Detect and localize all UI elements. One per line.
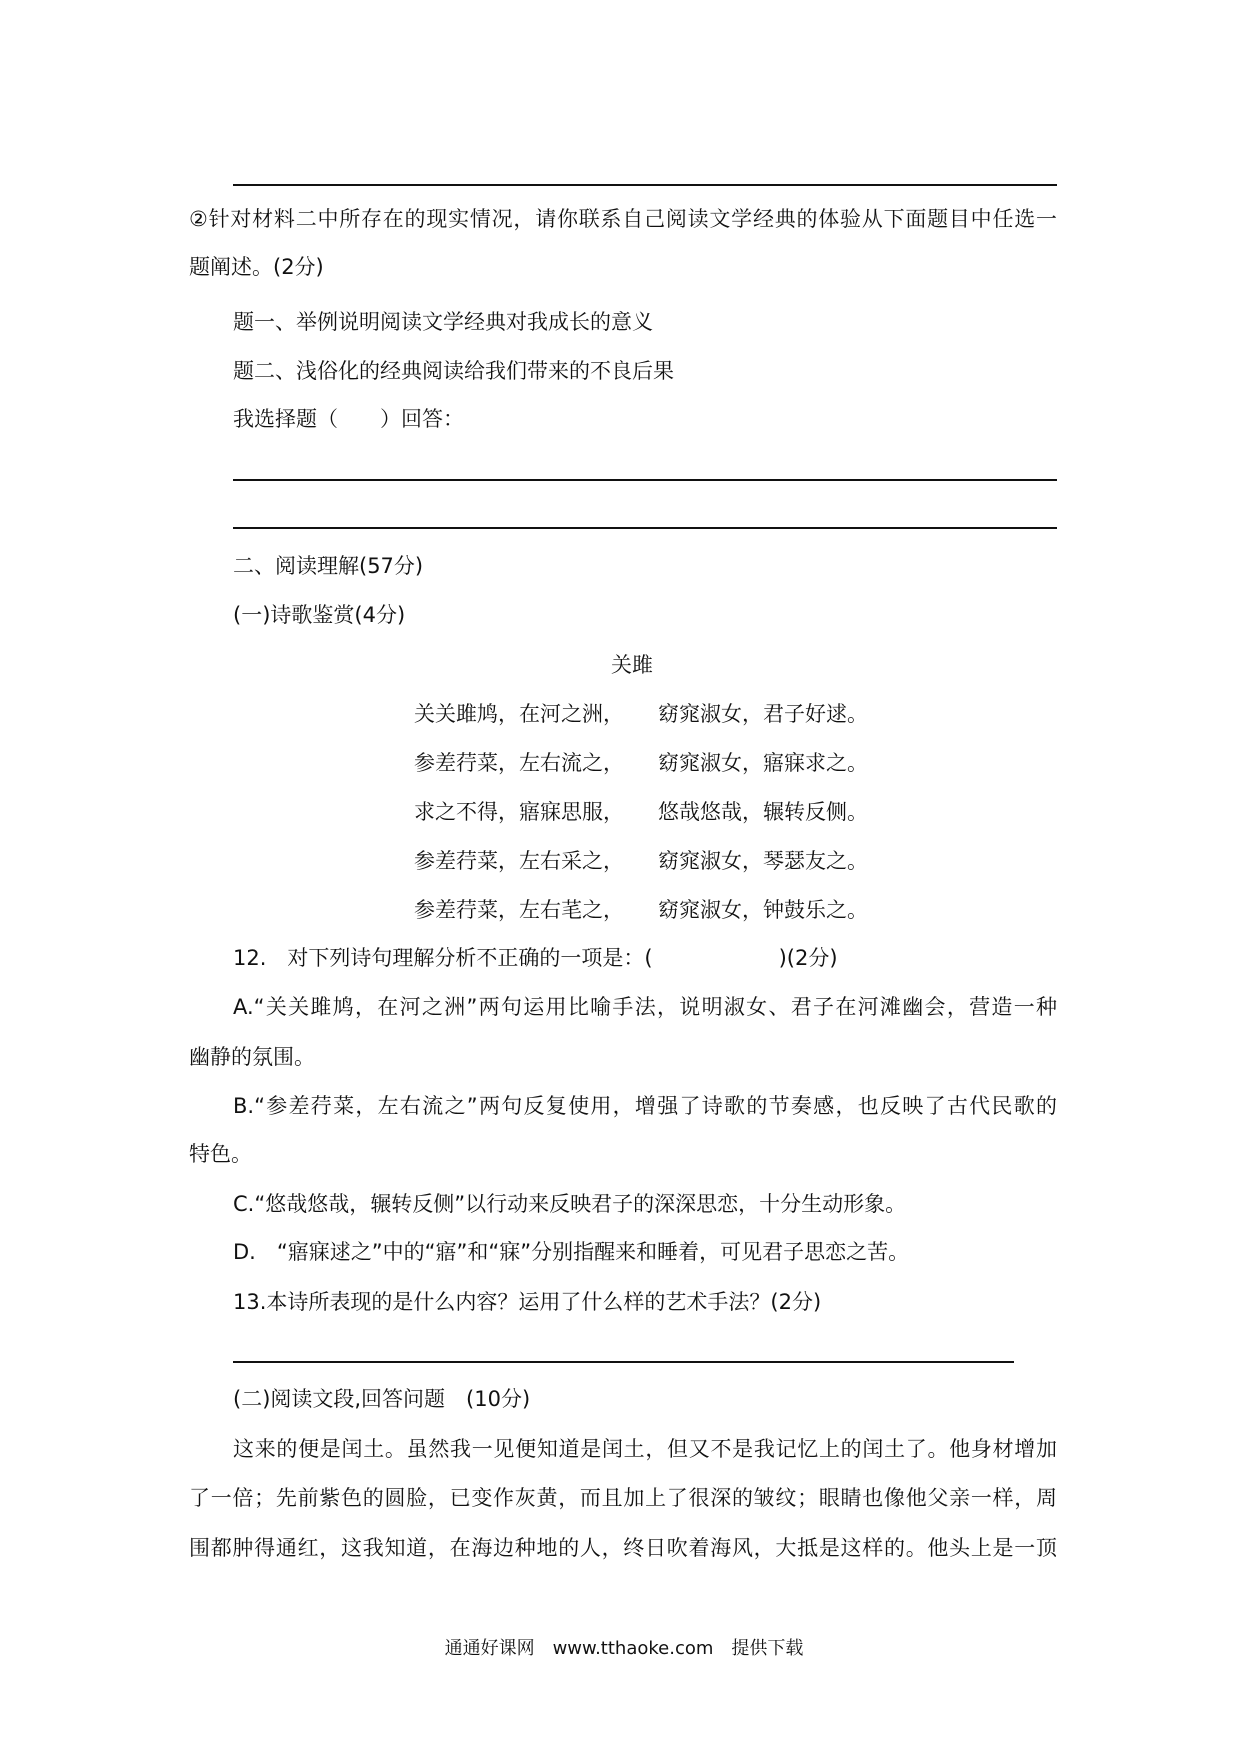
answer-line[interactable] (233, 527, 1057, 529)
passage-line: 这来的便是闰土。虽然我一见便知道是闰土，但又不是我记忆上的闰土了。他身材增加 (233, 1437, 1057, 1461)
footer-source: 通通好课网 www.tthaoke.com 提供下载 (444, 1638, 804, 1659)
option-c: C.“悠哉悠哉，辗转反侧”以行动来反映君子的深深思恋，十分生动形象。 (233, 1192, 907, 1216)
option-b-cont: 特色。 (189, 1142, 252, 1166)
section-heading: 二、阅读理解(57分) (233, 554, 424, 578)
question-12-stem: 12. 对下列诗句理解分析不正确的一项是：( )(2分) (233, 946, 838, 970)
question-2-line-1: ②针对材料二中所存在的现实情况，请你联系自己阅读文学经典的体验从下面题目中任选一 (189, 207, 1057, 231)
option-a: A.“关关雎鸠，在河之洲”两句运用比喻手法，说明淑女、君子在河滩幽会，营造一种 (233, 995, 1057, 1019)
question-2-line-2: 题阐述。(2分) (189, 255, 324, 279)
option-d: D. “寤寐逑之”中的“寤”和“寐”分别指醒来和睡着，可见君子思恋之苦。 (233, 1240, 910, 1264)
poem-line: 悠哉悠哉，辗转反侧。 (658, 800, 868, 824)
passage-line: 了一倍；先前紫色的圆脸，已变作灰黄，而且加上了很深的皱纹；眼睛也像他父亲一样，周 (189, 1486, 1057, 1510)
poem-line: 窈窕淑女，钟鼓乐之。 (658, 898, 868, 922)
part-2-heading: (二)阅读文段,回答问题 (10分) (233, 1387, 531, 1411)
answer-prompt: 我选择题（ ）回答： (233, 407, 464, 431)
answer-line[interactable] (233, 479, 1057, 481)
poem-title: 关雎 (611, 653, 653, 677)
topic-option-1: 题一、举例说明阅读文学经典对我成长的意义 (233, 310, 653, 334)
topic-option-2: 题二、浅俗化的经典阅读给我们带来的不良后果 (233, 359, 674, 383)
answer-line[interactable] (233, 1361, 1014, 1363)
poem-line: 窈窕淑女，君子好逑。 (658, 702, 868, 726)
poem-line: 求之不得，寤寐思服， (414, 800, 624, 824)
passage-line: 围都肿得通红，这我知道，在海边种地的人，终日吹着海风，大抵是这样的。他头上是一顶 (189, 1536, 1057, 1560)
poem-line: 窈窕淑女，寤寐求之。 (658, 751, 868, 775)
poem-line: 窈窕淑女，琴瑟友之。 (658, 849, 868, 873)
option-b: B.“参差荇菜，左右流之”两句反复使用，增强了诗歌的节奏感，也反映了古代民歌的 (233, 1094, 1057, 1118)
part-1-heading: (一)诗歌鉴赏(4分) (233, 603, 406, 627)
poem-line: 参差荇菜，左右芼之， (414, 898, 624, 922)
poem-line: 参差荇菜，左右流之， (414, 751, 624, 775)
option-a-cont: 幽静的氛围。 (189, 1045, 315, 1069)
answer-line (233, 184, 1057, 186)
poem-line: 关关雎鸠，在河之洲， (414, 702, 624, 726)
poem-line: 参差荇菜，左右采之， (414, 849, 624, 873)
question-13: 13.本诗所表现的是什么内容？运用了什么样的艺术手法？(2分) (233, 1290, 822, 1314)
